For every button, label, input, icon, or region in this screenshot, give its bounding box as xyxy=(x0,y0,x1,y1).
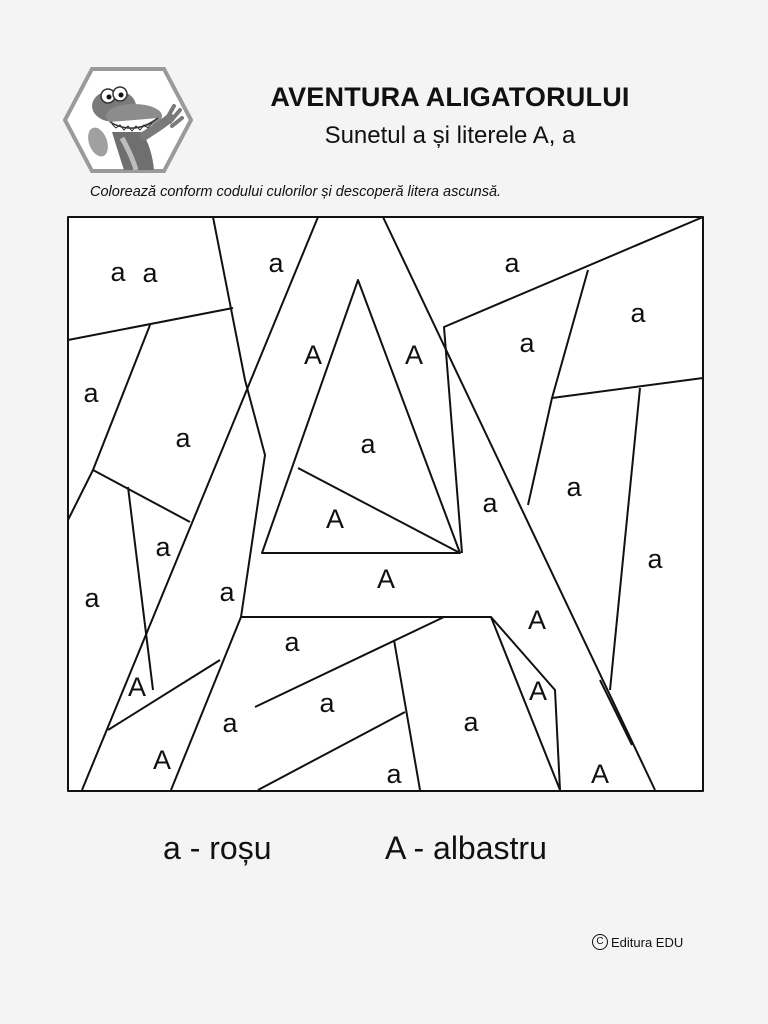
lowercase-letter-label: a xyxy=(110,257,126,287)
uppercase-letter-label: A xyxy=(152,745,172,775)
uppercase-letter-label: A xyxy=(590,759,610,789)
lowercase-letter-label: a xyxy=(519,328,535,358)
lowercase-letter-label: a xyxy=(360,429,376,459)
uppercase-letter-label: A xyxy=(325,504,345,534)
puzzle-frame xyxy=(68,217,703,791)
lowercase-letter-label: a xyxy=(142,258,158,288)
uppercase-letter-label: A xyxy=(404,340,424,370)
lowercase-letter-label: a xyxy=(84,583,100,613)
copyright-notice xyxy=(592,934,683,950)
lowercase-letter-label: a xyxy=(482,488,498,518)
uppercase-letter-label: A xyxy=(376,564,396,594)
copyright-icon: C xyxy=(592,934,608,950)
lowercase-letter-label: a xyxy=(175,423,191,453)
uppercase-letter-label: A xyxy=(527,605,547,635)
page-subtitle: Sunetul a și literele A, a xyxy=(324,122,576,149)
lowercase-letter-label: a xyxy=(647,544,663,574)
lowercase-letter-label: a xyxy=(219,577,235,607)
publisher-name: Editura EDU xyxy=(611,934,684,950)
instruction-text: Colorează conform codului culorilor și descoperă litera ascunsă. xyxy=(90,184,502,200)
lowercase-letter-label: a xyxy=(630,298,646,328)
page-title: AVENTURA ALIGATORULUI xyxy=(270,82,630,112)
uppercase-letter-label: A xyxy=(303,340,323,370)
lowercase-letter-label: a xyxy=(504,248,520,278)
uppercase-letter-label: A xyxy=(528,676,548,706)
lowercase-letter-label: a xyxy=(155,532,171,562)
uppercase-letter-label: A xyxy=(127,672,147,702)
lowercase-letter-label: a xyxy=(83,378,99,408)
lowercase-letter-label: a xyxy=(463,707,479,737)
lowercase-letter-label: a xyxy=(319,688,335,718)
lowercase-letter-label: a xyxy=(268,248,284,278)
legend-uppercase: A - albastru xyxy=(385,830,547,866)
lowercase-letter-label: a xyxy=(222,708,238,738)
lowercase-letter-label: a xyxy=(284,627,300,657)
lowercase-letter-label: a xyxy=(386,759,402,789)
lowercase-letter-label: a xyxy=(566,472,582,502)
legend-lowercase: a - roșu xyxy=(163,830,272,866)
